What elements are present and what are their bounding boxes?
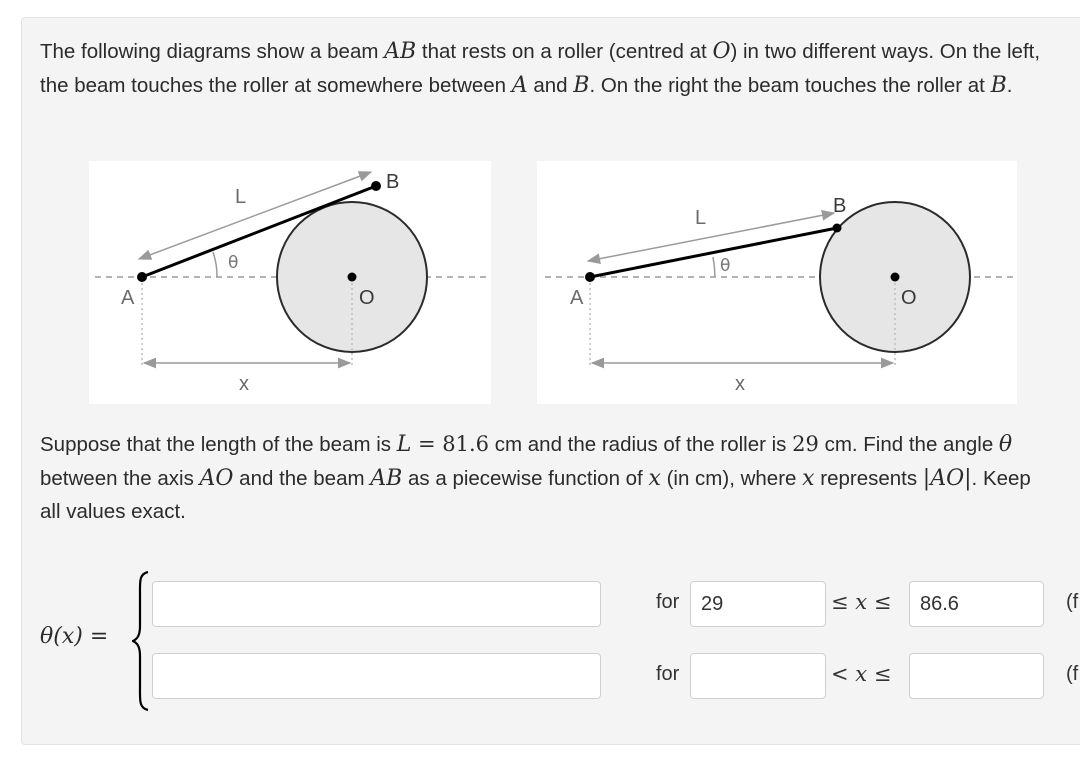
diagram-right	[537, 161, 1017, 404]
intro-paragraph	[40, 35, 1070, 102]
diagram-right-svg	[537, 161, 1017, 404]
label-x: x	[735, 373, 745, 395]
ineq-op: <	[831, 662, 849, 686]
label-A: A	[570, 287, 584, 309]
math-O: O	[712, 39, 731, 64]
label-theta: θ	[720, 256, 731, 276]
ineq-op: ≤	[873, 662, 892, 686]
math-AO: AO	[199, 465, 234, 491]
label-A: A	[121, 287, 135, 309]
intro-text: ) in two different ways. On the left, the beam touches the roller at somewhere between	[40, 40, 1041, 97]
math-B: B	[990, 72, 1007, 98]
piece-1-for-label: for	[656, 591, 680, 613]
equals-sign: =	[89, 624, 109, 649]
math-B: B	[573, 72, 590, 98]
label-B: B	[386, 171, 400, 193]
math-x: x	[802, 465, 815, 491]
theta-function-label	[40, 624, 108, 649]
ineq-op: ≤	[873, 590, 892, 614]
theta-arc	[713, 257, 715, 277]
piece-2-upper-bound-input[interactable]	[909, 653, 1044, 699]
question-text: between the axis	[40, 466, 200, 490]
label-theta: θ	[228, 253, 239, 273]
question-text: . Keep all values exact.	[40, 466, 1031, 523]
piece-1-lower-bound-input[interactable]	[690, 581, 826, 627]
piece-1-inequality	[831, 590, 891, 614]
ineq-var: x	[855, 662, 868, 686]
piece-2-inequality	[831, 662, 891, 686]
label-L: L	[235, 186, 247, 208]
piece-2-for-label: for	[656, 663, 680, 685]
point-B	[833, 224, 842, 233]
question-text: represents	[814, 466, 923, 490]
piecewise-brace	[132, 570, 152, 712]
math-theta: θ	[998, 432, 1013, 457]
point-A	[137, 272, 147, 282]
ineq-var: x	[855, 590, 868, 614]
intro-text: .	[1006, 73, 1013, 97]
question-text: cm. Find the angle	[818, 433, 999, 456]
piece-2-trailing-text: (f	[1066, 663, 1079, 685]
math-AB: AB	[384, 39, 417, 64]
piece-1-expression-input[interactable]	[152, 581, 601, 627]
question-paragraph	[40, 428, 1040, 529]
piece-2-lower-bound-input[interactable]	[690, 653, 826, 699]
theta-arc	[213, 252, 217, 277]
math-AB: AB	[370, 465, 403, 491]
intro-text: The following diagrams show a beam	[40, 40, 385, 63]
label-O: O	[359, 287, 375, 309]
question-text: as a piecewise function of	[402, 466, 649, 490]
point-A	[585, 272, 595, 282]
piece-2-expression-input[interactable]	[152, 653, 601, 699]
math-abs-AO: |AO|	[922, 465, 972, 491]
math-equals: =	[411, 432, 443, 456]
diagram-left	[89, 161, 491, 404]
question-text: (in cm), where	[660, 466, 803, 490]
question-text: Suppose that the length of the beam is	[40, 433, 397, 456]
intro-text: that rests on a roller (centred at	[416, 40, 713, 63]
ineq-op: ≤	[831, 590, 849, 614]
theta-of-x: θ(x)	[40, 624, 83, 649]
point-O	[348, 273, 357, 282]
math-value-L: 81.6	[442, 432, 490, 456]
math-x: x	[648, 465, 661, 491]
label-O: O	[901, 287, 917, 309]
beam	[590, 228, 837, 277]
diagram-left-svg	[89, 161, 491, 404]
intro-text: . On the right the beam touches the roller at	[589, 73, 991, 97]
label-L: L	[695, 207, 707, 229]
label-x: x	[239, 373, 249, 395]
question-text: and the beam	[233, 466, 371, 490]
point-B	[371, 181, 381, 191]
piece-1-trailing-text: (f	[1066, 591, 1079, 613]
intro-text: and	[527, 73, 574, 97]
math-L: L	[396, 432, 412, 457]
piece-1-upper-bound-input[interactable]	[909, 581, 1044, 627]
math-value-radius: 29	[792, 432, 819, 456]
label-B: B	[833, 195, 847, 217]
point-O	[891, 273, 900, 282]
question-text: cm and the radius of the roller is	[489, 433, 793, 456]
math-A: A	[511, 72, 528, 98]
